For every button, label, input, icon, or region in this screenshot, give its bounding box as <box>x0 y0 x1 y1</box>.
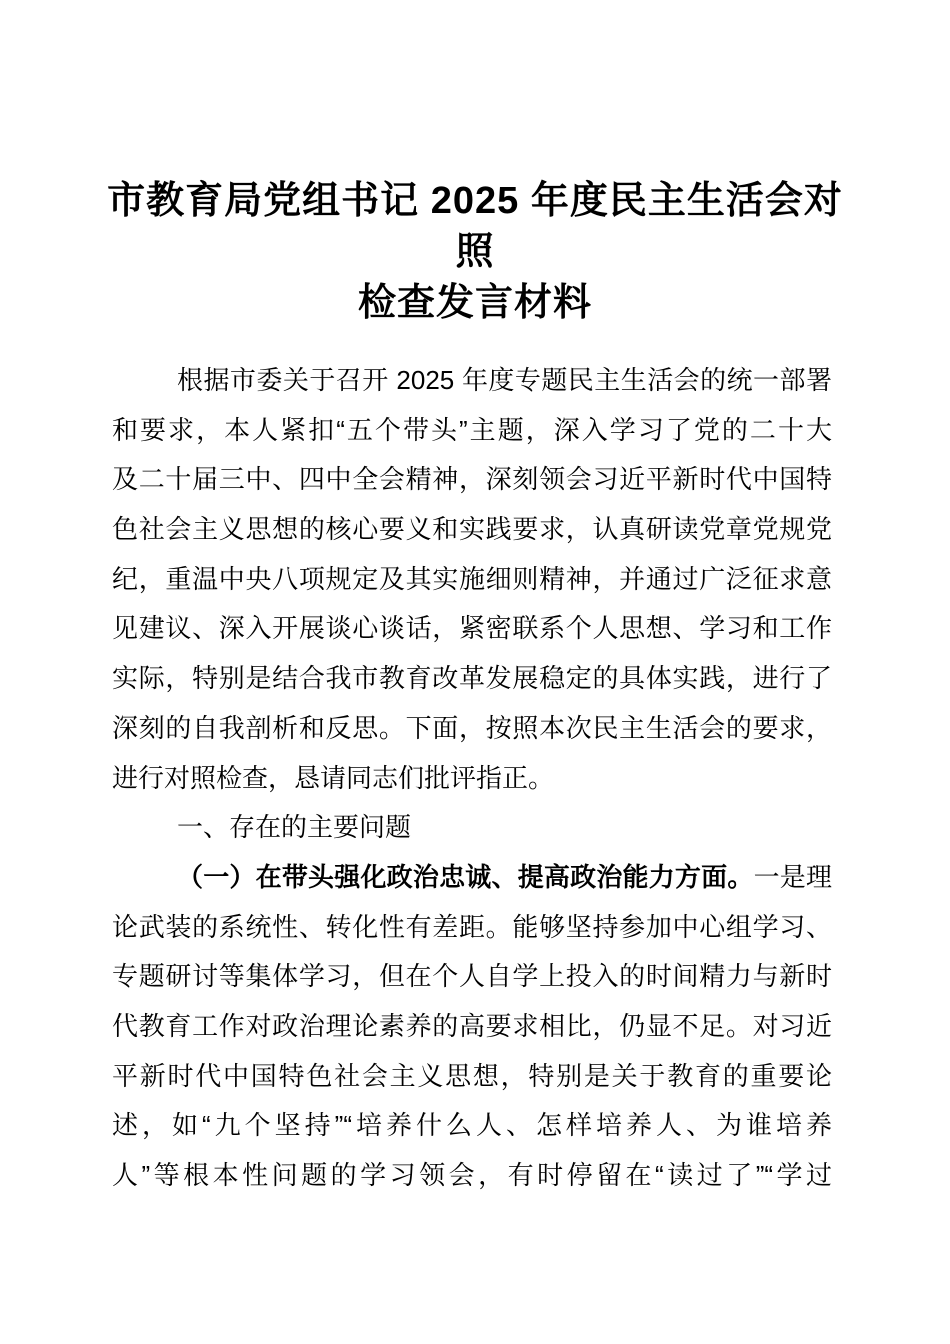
text-run: 一是理 <box>753 861 832 892</box>
text-line <box>112 604 832 654</box>
text-line <box>112 1002 832 1052</box>
text-line <box>112 654 832 704</box>
text-line <box>112 754 832 804</box>
text-line <box>112 455 832 505</box>
opening-paragraph <box>112 356 832 803</box>
text-run: 论武装的系统性、转化性有差距。能够坚持参加中心组学习、 <box>112 911 832 942</box>
text-line <box>112 1052 832 1102</box>
text-line <box>112 853 832 903</box>
document-body <box>112 356 832 1201</box>
section-one-heading <box>112 803 832 853</box>
text-run: 平新时代中国特色社会主义思想，特别是关于教育的重要论 <box>112 1060 832 1091</box>
text-run: 代教育工作对政治理论素养的高要求相比，仍显不足。对习近 <box>112 1010 832 1041</box>
title-line: 市教育局党组书记 2025 年度民主生活会对照 <box>107 180 843 273</box>
text-line <box>112 903 832 953</box>
title-line: 检查发言材料 <box>357 282 592 324</box>
text-run: 色社会主义思想的核心要义和实践要求，认真研读党章党规党 <box>112 514 832 545</box>
text-run: 进行对照检查，恳请同志们批评指正。 <box>112 762 555 793</box>
text-run: 专题研讨等集体学习，但在个人自学上投入的时间精力与新时 <box>112 961 832 992</box>
text-run: 根据市委关于召开 2025 年度专题民主生活会的统一部署 <box>177 365 832 395</box>
text-line <box>112 356 832 406</box>
text-run: 及二十届三中、四中全会精神，深刻领会习近平新时代中国特 <box>112 464 832 495</box>
text-run: 述，如“九个坚持”“培养什么人、怎样培养人、为谁培养 <box>112 1110 832 1141</box>
text-line <box>112 803 832 853</box>
bold-text-run: （一）在带头强化政治忠诚、提高政治能力方面。 <box>177 861 754 892</box>
text-run: 纪，重温中央八项规定及其实施细则精神，并通过广泛征求意 <box>112 563 832 594</box>
text-line <box>112 555 832 605</box>
text-run: 一、存在的主要问题 <box>177 812 412 843</box>
document-title <box>100 176 850 329</box>
text-run: 见建议、深入开展谈心谈话，紧密联系个人思想、学习和工作 <box>112 613 832 644</box>
section-one-item-one-paragraph <box>112 853 832 1201</box>
text-run: 人”等根本性问题的学习领会，有时停留在“读过了”“学过 <box>112 1160 832 1190</box>
text-line <box>112 1101 832 1151</box>
text-line <box>112 505 832 555</box>
text-line <box>112 406 832 456</box>
text-run: 实际，特别是结合我市教育改革发展稳定的具体实践，进行了 <box>112 663 832 694</box>
text-line <box>112 704 832 754</box>
text-run: 深刻的自我剖析和反思。下面，按照本次民主生活会的要求， <box>112 712 832 743</box>
text-line <box>112 952 832 1002</box>
text-line <box>112 1151 832 1201</box>
text-run: 和要求，本人紧扣“五个带头”主题，深入学习了党的二十大 <box>112 414 832 445</box>
